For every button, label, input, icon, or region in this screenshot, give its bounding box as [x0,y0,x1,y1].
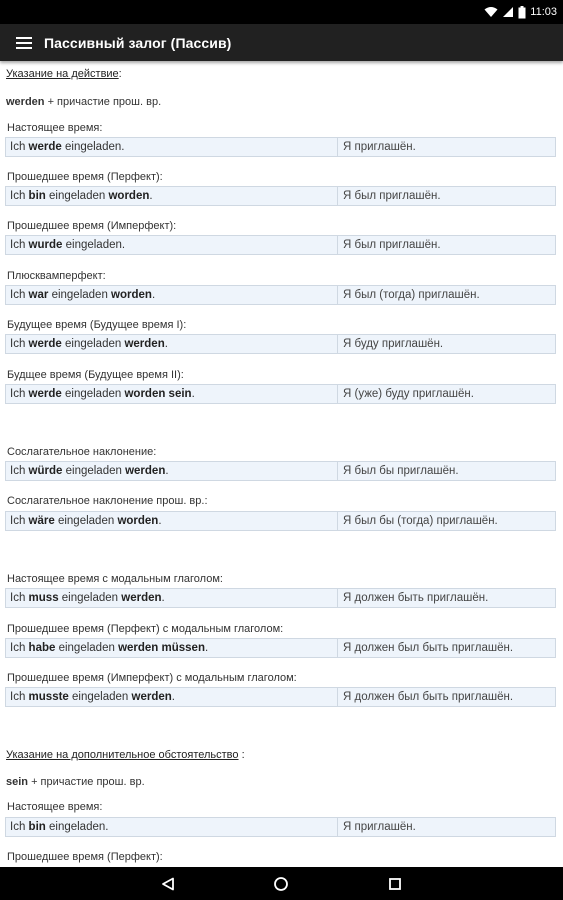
sentence-text: . [171,691,175,703]
german-sentence [6,512,338,530]
sentence-text: Ich [10,465,29,477]
battery-icon [518,6,526,19]
sentence-verb: wurde [28,239,63,251]
sentence-verb: werde [28,141,62,153]
tense-label: Будщее время (Будущее время II): [7,369,184,381]
sentence-text: Ich [10,642,29,654]
sentence-text: . [149,190,153,202]
formula-rest: + причастие прош. вр. [28,776,145,788]
sentence-text: . [191,388,195,400]
sentence-text: Ich [10,388,29,400]
recents-icon[interactable] [384,873,406,895]
example-row [5,384,556,404]
sentence-verb: werden [124,338,165,350]
wifi-icon [484,6,498,18]
sentence-text: . [164,338,168,350]
formula [6,96,161,108]
sentence-verb: worden sein [124,388,192,400]
german-sentence [6,286,338,304]
sentence-text: eingeladen [62,465,126,477]
sentence-text: Ich [10,239,29,251]
section-heading [6,68,122,80]
russian-translation: Я должен был быть приглашён. [343,642,514,654]
german-sentence [6,138,338,156]
example-row [5,334,556,354]
sentence-verb: würde [28,465,63,477]
russian-translation: Я приглашён. [343,141,416,153]
tense-label: Сослагательное наклонение прош. вр.: [7,495,208,507]
tense-label: Прошедшее время (Перфект) с модальным глаголом: [7,623,284,635]
tense-label: Прошедшее время (Имперфект) с модальным глаголом: [7,672,297,684]
sentence-text: eingeladen [61,388,125,400]
tense-label: Прошедшее время (Перфект): [7,851,163,863]
sentence-text: . [165,465,169,477]
german-sentence [6,187,338,205]
sentence-verb: habe [28,642,56,654]
formula [6,776,145,788]
example-row [5,186,556,206]
sentence-verb: worden [117,515,159,527]
russian-translation: Я был бы (тогда) приглашён. [343,515,498,527]
sentence-text: eingeladen [68,691,132,703]
german-sentence [6,236,338,254]
app-bar [0,24,563,61]
sentence-verb: bin [28,190,46,202]
sentence-text: Ich [10,338,29,350]
status-icons [484,4,557,20]
sentence-text: . [204,642,209,654]
page-title: Пассивный залог (Пассив) [44,34,232,51]
sentence-verb: war [28,289,49,301]
sentence-text: eingeladen. [62,239,126,251]
russian-translation: Я буду приглашён. [343,338,444,350]
section-heading-text: Указание на дополнительное обстоятельство [6,749,239,761]
sentence-verb: wäre [28,515,55,527]
tense-label: Настоящее время: [7,122,103,134]
russian-translation: Я был (тогда) приглашён. [343,289,480,301]
sentence-text: Ich [10,515,29,527]
section-heading-suffix: : [238,749,245,761]
home-icon[interactable] [270,873,292,895]
example-row [5,511,556,531]
sentence-verb: werden [125,465,166,477]
tense-label: Прошедшее время (Имперфект): [7,220,177,232]
navigation-bar [0,867,563,900]
formula-verb: werden [6,96,45,108]
back-icon[interactable] [157,873,179,895]
sentence-verb: werde [28,388,62,400]
sentence-verb: werden müssen [118,642,205,654]
sentence-text: eingeladen [58,592,122,604]
menu-icon[interactable] [12,31,36,55]
sentence-text: Ich [10,691,29,703]
german-sentence [6,335,338,353]
example-row [5,235,556,255]
sentence-verb: bin [28,821,46,833]
russian-translation: Я должен был быть приглашён. [343,691,514,703]
sentence-text: eingeladen [61,338,125,350]
german-sentence [6,589,338,607]
tense-label: Настоящее время с модальным глаголом: [7,573,223,585]
tense-label: Сослагательное наклонение: [7,446,157,458]
sentence-text: eingeladen [54,515,118,527]
sentence-verb: worden [111,289,152,301]
section-heading-text: Указание на действие [6,68,119,80]
sentence-text: Ich [10,190,29,202]
example-row [5,817,556,837]
example-row [5,687,556,707]
german-sentence [6,639,338,657]
sentence-text: eingeladen [55,642,119,654]
example-row [5,461,556,481]
sentence-verb: werden [121,592,162,604]
sentence-text: . [151,289,156,301]
example-row [5,588,556,608]
formula-rest: + причастие прош. вр. [44,96,162,108]
german-sentence [6,688,338,706]
russian-translation: Я был бы приглашён. [343,465,459,477]
sentence-verb: worden [108,190,150,202]
sentence-text: Ich [10,821,29,833]
sentence-text: . [158,515,162,527]
sentence-verb: musste [28,691,69,703]
status-bar [0,0,563,24]
example-row [5,285,556,305]
clock: 11:03 [530,6,557,18]
sentence-text: eingeladen. [61,141,125,153]
section-heading-suffix: : [118,68,122,80]
russian-translation: Я был приглашён. [343,190,441,202]
example-row [5,638,556,658]
sentence-text: Ich [10,592,29,604]
german-sentence [6,462,338,480]
grammar-content [0,61,563,867]
tense-label: Настоящее время: [7,801,103,813]
formula-verb: sein [6,776,29,788]
sentence-text: eingeladen [45,190,109,202]
section-heading [6,749,245,761]
german-sentence [6,818,338,836]
sentence-text: Ich [10,289,29,301]
sentence-text: eingeladen [48,289,112,301]
sentence-verb: muss [28,592,59,604]
sentence-text: . [161,592,165,604]
russian-translation: Я (уже) буду приглашён. [343,388,474,400]
signal-icon [502,6,514,18]
sentence-text: eingeladen. [45,821,109,833]
russian-translation: Я приглашён. [343,821,416,833]
russian-translation: Я был приглашён. [343,239,441,251]
russian-translation: Я должен быть приглашён. [343,592,489,604]
sentence-verb: werden [131,691,172,703]
sentence-verb: werde [28,338,62,350]
tense-label: Плюсквамперфект: [7,270,106,282]
german-sentence [6,385,338,403]
example-row [5,137,556,157]
tense-label: Будущее время (Будущее время I): [7,319,187,331]
tense-label: Прошедшее время (Перфект): [7,171,163,183]
sentence-text: Ich [10,141,29,153]
